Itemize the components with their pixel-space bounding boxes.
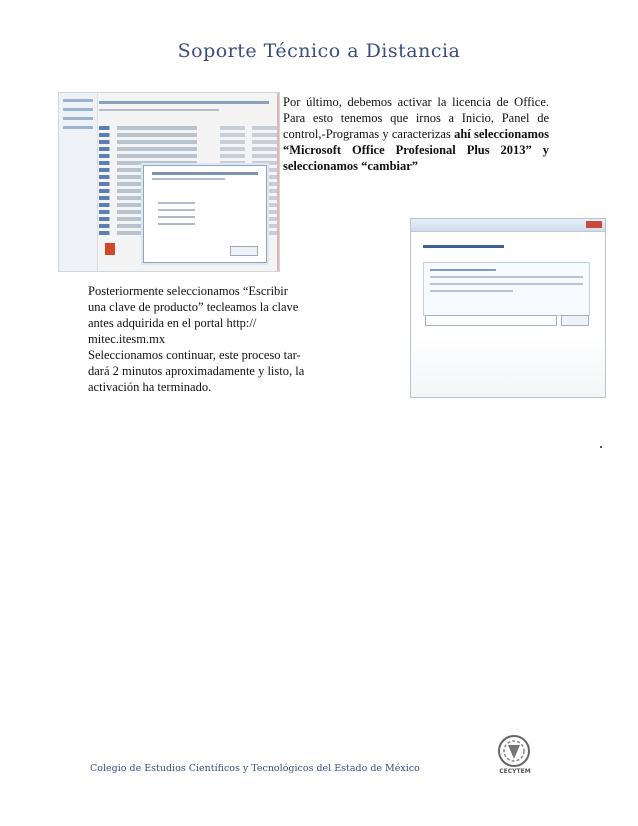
paragraph-line: activación ha terminado. (88, 380, 212, 394)
change-install-dialog (143, 165, 267, 263)
office-icon (105, 243, 115, 255)
paragraph-line: dará 2 minutos aproximadamente y listo, la (88, 364, 305, 378)
paragraph-activation-text: Por último, debemos activar la licencia de Office. Para esto tenemos que irnos a Inicio, Panel de control,-Programas y caracterizas (283, 95, 549, 141)
window-titlebar (411, 219, 605, 232)
paragraph-line: antes adquirida en el portal http:// (88, 316, 257, 330)
product-key-screenshot (410, 218, 606, 398)
continue-button (230, 246, 258, 256)
install-button (561, 315, 589, 326)
product-key-input (425, 315, 557, 326)
close-icon (586, 221, 602, 228)
paragraph-line: mitec.itesm.mx (88, 332, 166, 346)
logo-label: CECYTEM (499, 768, 531, 775)
paragraph-line: Seleccionamos continuar, este proceso tar- (88, 348, 301, 362)
paragraph-line: Posteriormente seleccionamos “Escribir (88, 284, 288, 298)
stray-dot (600, 446, 602, 448)
help-box (423, 262, 590, 316)
paragraph-activation-step (283, 94, 549, 174)
footer-institution: Colegio de Estudios Científicos y Tecnológicos del Estado de México (90, 763, 420, 774)
paragraph-line: una clave de producto” tecleamos la clave (88, 300, 299, 314)
page-title: Soporte Técnico a Distancia (177, 40, 461, 62)
paragraph-activation-bold: ahí seleccionamos “Microsoft Office Profesional Plus 2013” y seleccionamos “cambiar” (283, 127, 549, 173)
window-subheader (99, 109, 219, 111)
window-header (99, 101, 269, 104)
paragraph-product-key-step (88, 283, 328, 395)
control-panel-screenshot (58, 92, 280, 272)
sidebar-panel (59, 93, 98, 271)
dialog-heading (423, 245, 504, 248)
